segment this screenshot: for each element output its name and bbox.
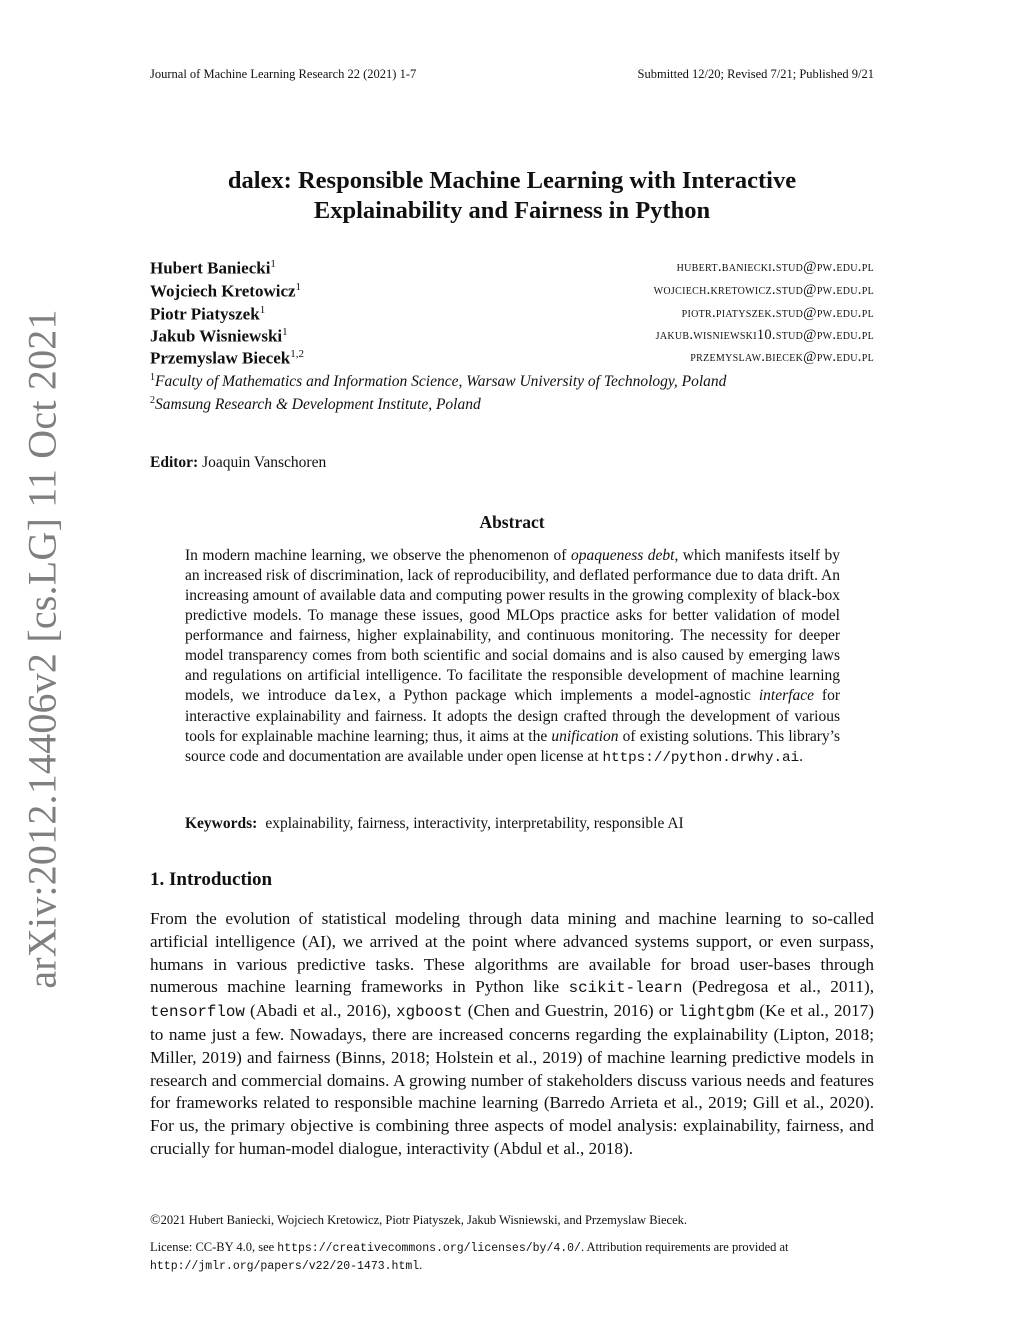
copyright-icon: © <box>150 1213 161 1228</box>
abstract-url-link[interactable]: https://python.drwhy.ai <box>602 750 800 766</box>
author-row <box>150 304 874 327</box>
affiliation: $^1$Faculty of Mathematics and Information Science, Warsaw University of Technology, Poland <box>150 372 727 391</box>
license-line: License: CC-BY 4.0, see https://creativecommons.org/licenses/by/4.0/. Attribution requirements are provided at http://jmlr.org/papers/v22/20-1473.html. <box>150 1240 789 1273</box>
arxiv-stamp-text: arXiv:2012.14406v2 [cs.LG] 11 Oct 2021 <box>19 309 65 989</box>
author-email[interactable]: jakub.wisniewski10.stud@pw.edu.pl <box>655 327 874 343</box>
keywords-label: Keywords: <box>185 815 258 832</box>
title-line-1: dalex: Responsible Machine Learning with Interactive <box>227 167 797 194</box>
author-email[interactable]: wojciech.kretowicz.stud@pw.edu.pl <box>653 282 874 298</box>
code-tensorflow: tensorflow <box>150 1003 245 1022</box>
running-header-journal: Journal of Machine Learning Research 22 (2021) 1-7 <box>150 67 417 81</box>
license-link[interactable]: https://creativecommons.org/licenses/by/4.0/ <box>277 1242 581 1255</box>
editor-line <box>150 454 326 472</box>
paper-title <box>150 166 874 226</box>
copyright-line: ©2021 Hubert Baniecki, Wojciech Kretowicz, Piotr Piatyszek, Jakub Wisniewski, and Przemyslaw Biecek. <box>150 1213 688 1228</box>
running-header-dates: Submitted 12/20; Revised 7/21; Published 9/21 <box>637 67 874 81</box>
editor-name: Joaquin Vanschoren <box>202 454 327 471</box>
author-name: Przemyslaw Biecek$^{1,2}$ <box>150 348 304 368</box>
author-name: Hubert Baniecki$^1$ <box>150 258 276 278</box>
code-scikit-learn: scikit-learn <box>568 979 683 998</box>
author-row <box>150 258 874 281</box>
code-dalex: dalex <box>334 689 377 705</box>
jmlr-link[interactable]: http://jmlr.org/papers/v22/20-1473.html <box>150 1260 420 1273</box>
code-xgboost: xgboost <box>396 1003 463 1022</box>
author-email[interactable]: piotr.piatyszek.stud@pw.edu.pl <box>681 305 874 321</box>
code-lightgbm: lightgbm <box>678 1003 755 1022</box>
author-row <box>150 348 874 371</box>
keywords-line <box>185 815 840 833</box>
intro-paragraph: From the evolution of statistical modeling through data mining and machine learning to so-called artificial intelligence (AI), we arrived at the point where advanced systems support, or even surpass, humans in various predictive tasks. These algorithms are available for broad user-bases through numerous machine learning frameworks in Python like scikit-learn (Pedregosa et al., 2011), tensorflow (Abadi et al., 2016), xgboost (Chen and Guestrin, 2016) or lightgbm (Ke et al., 2017) to name just a few. Nowadays, there are increased concerns regarding the explainability (Lipton, 2018; Miller, 2019) and fairness (Binns, 2018; Holstein et al., 2019) of machine learning predictive models in research and commercial domains. A growing number of stakeholders discuss various needs and features for frameworks related to responsible machine learning (Barredo Arrieta et al., 2019; Gill et al., 2020). For us, the primary objective is combining three aspects of model analysis: explainability, fairness, and crucially for human-model dialogue, interactivity (Abdul et al., 2018). <box>150 909 874 1158</box>
author-name: Piotr Piatyszek$^1$ <box>150 304 266 324</box>
author-row <box>150 326 874 349</box>
abstract-heading: Abstract <box>479 512 545 532</box>
author-name: Jakub Wisniewski$^1$ <box>150 326 288 346</box>
editor-label: Editor: <box>150 454 199 471</box>
abstract-body: In modern machine learning, we observe the phenomenon of opaqueness debt, which manifests itself by an increased risk of discrimination, lack of reproducibility, and deflated performance due to data drift. An increasing amount of available data and computing power results in the growing complexity of black-box predictive models. To manage these issues, good MLOps practice asks for better validation of model performance and fairness, higher explainability, and continuous monitoring. The necessity for deeper model transparency comes from both scientific and social domains and is also caused by emerging laws and regulations on artificial intelligence. To facilitate the responsible development of machine learning models, we introduce dalex, a Python package which implements a model-agnostic interface for interactive explainability and fairness. It adopts the design crafted through the development of various tools for explainable machine learning; thus, it aims at the unification of existing solutions. This library’s source code and documentation are available under open license at https://python.drwhy.ai. <box>185 547 841 766</box>
author-email[interactable]: przemyslaw.biecek@pw.edu.pl <box>690 349 874 365</box>
keywords-text: explainability, fairness, interactivity, interpretability, responsible AI <box>265 815 684 832</box>
author-name: Wojciech Kretowicz$^1$ <box>150 281 302 301</box>
author-email[interactable]: hubert.baniecki.stud@pw.edu.pl <box>676 259 874 275</box>
affiliation: $^2$Samsung Research & Development Institute, Poland <box>150 395 481 414</box>
section-heading: 1. Introduction <box>150 869 273 890</box>
author-row <box>150 281 874 304</box>
title-line-2: Explainability and Fairness in Python <box>313 197 711 224</box>
